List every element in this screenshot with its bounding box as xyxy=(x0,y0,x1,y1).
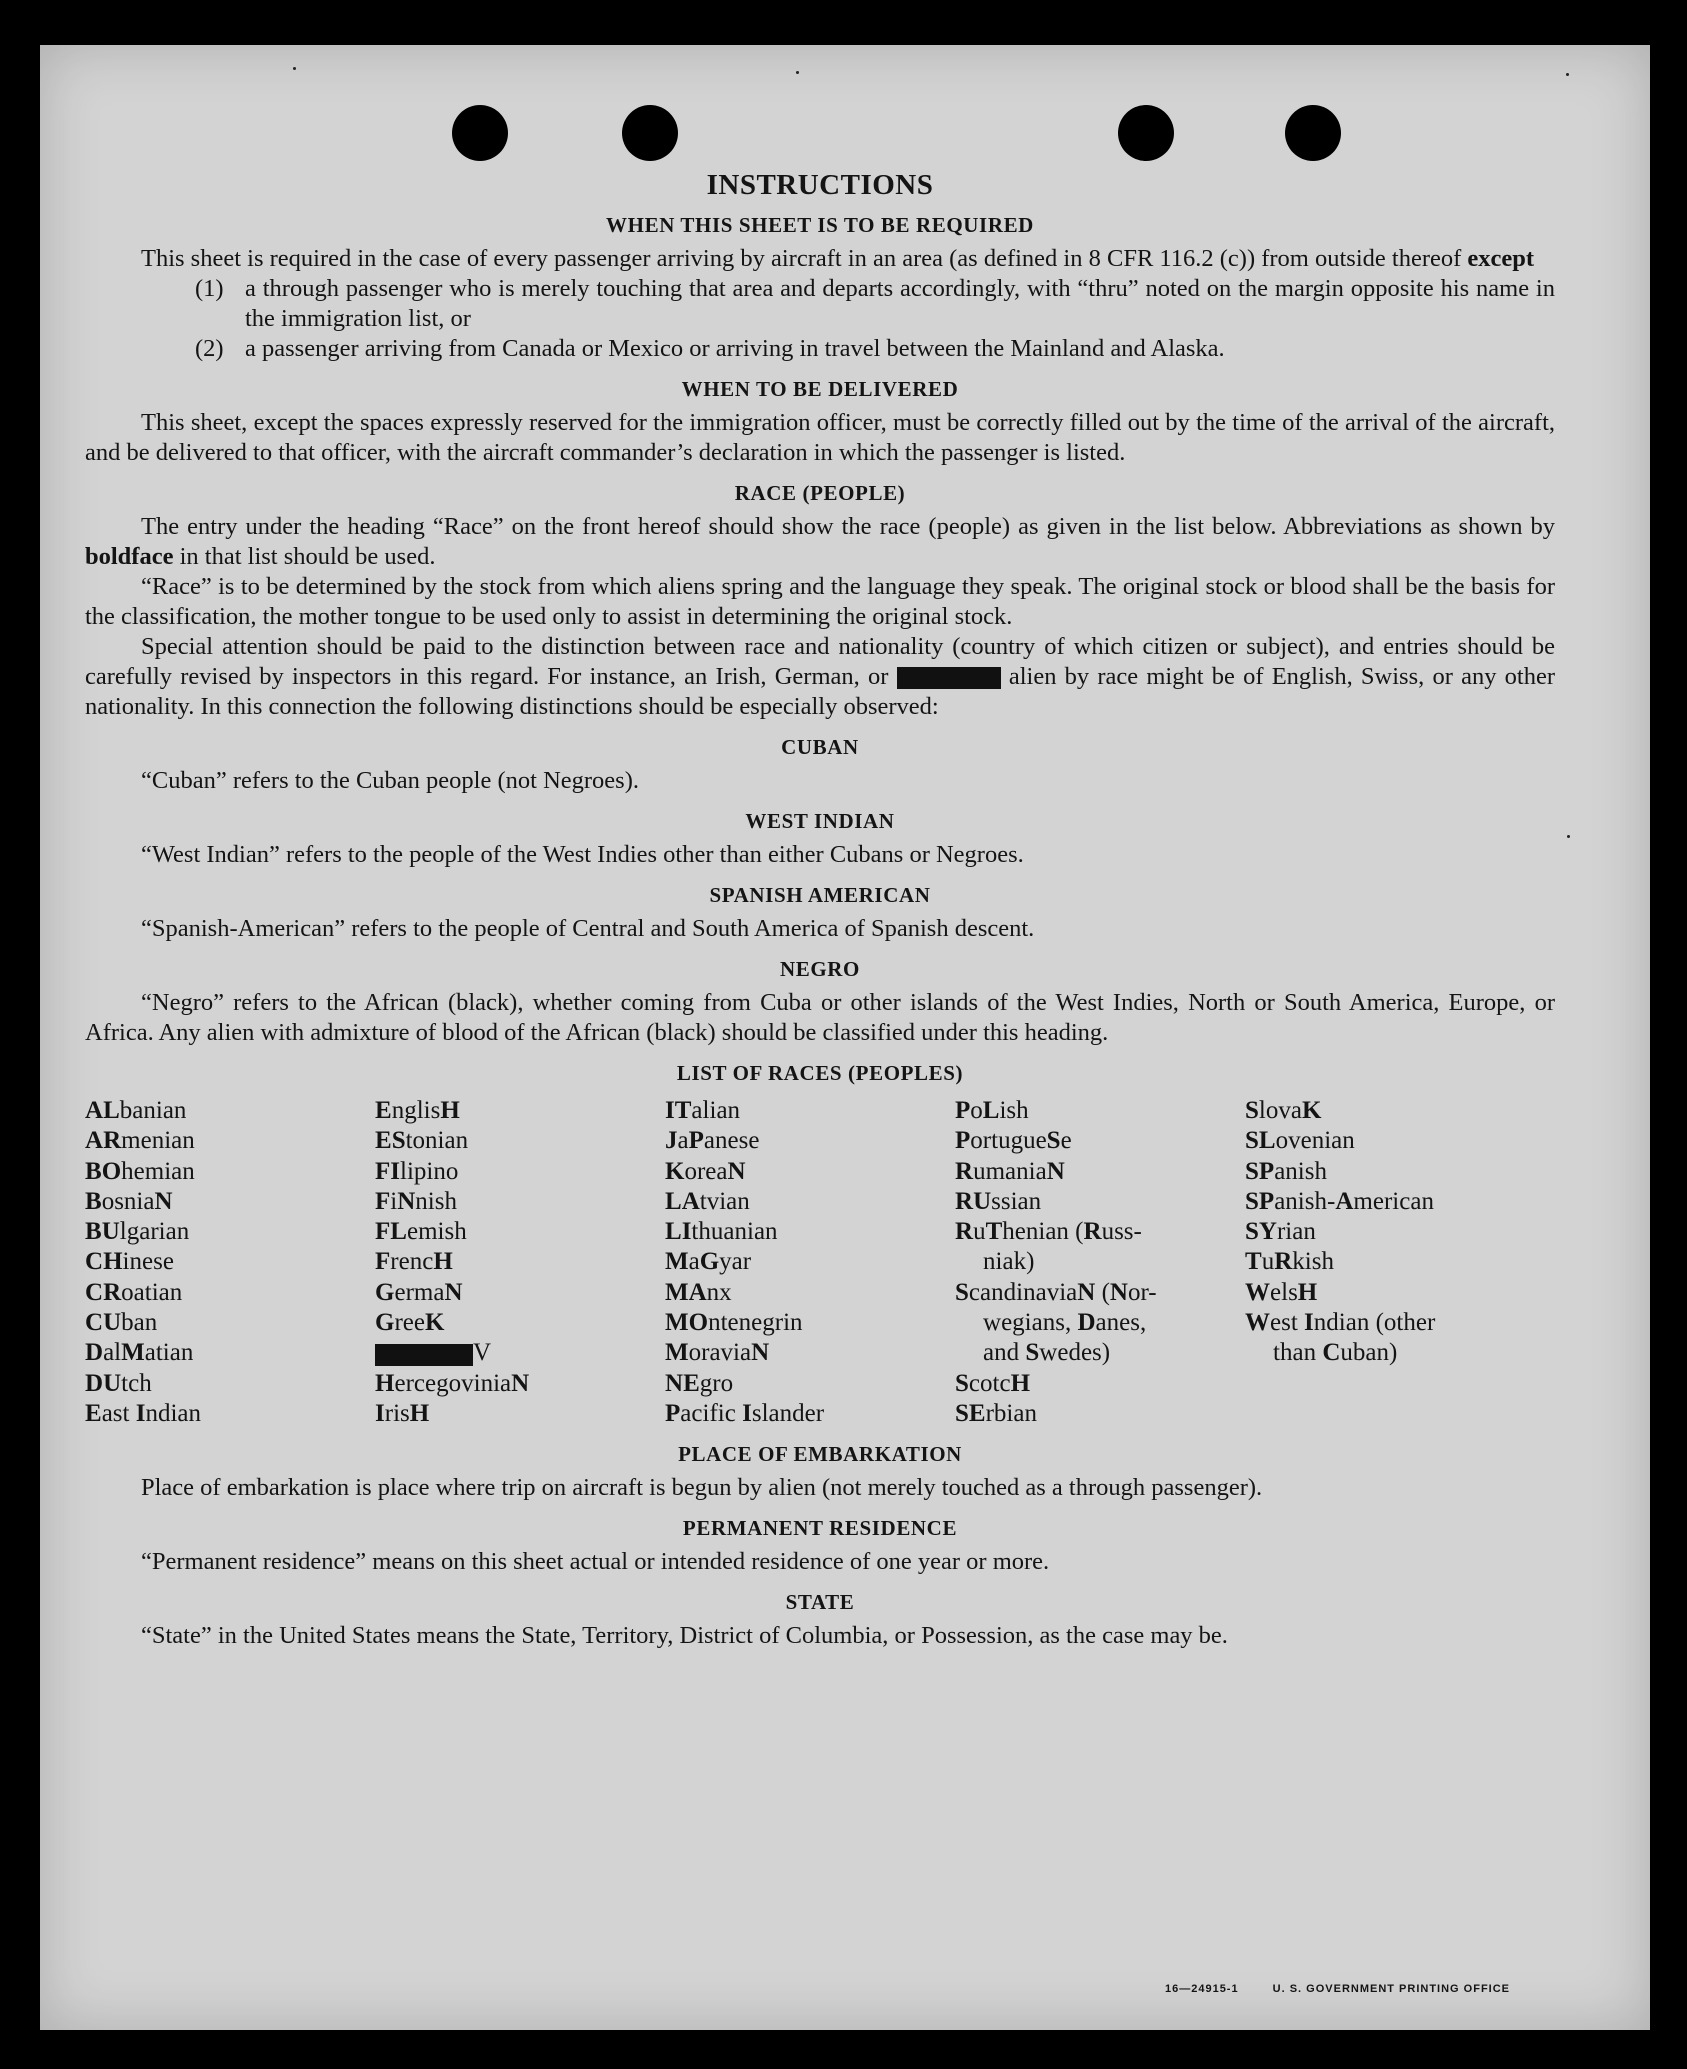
residence-text: “Permanent residence” means on this sheet actual or intended residence of one year or more. xyxy=(141,1548,1050,1576)
races-column-4 xyxy=(955,1096,1245,1429)
race-item: SErbian xyxy=(955,1399,1037,1427)
race-item: SPanish-American xyxy=(1245,1187,1434,1215)
west-indian-text: “West Indian” refers to the people of the West Indies other than either Cubans or Negroes. xyxy=(141,841,1024,868)
races-column-1 xyxy=(85,1096,375,1429)
form-footer xyxy=(1135,1983,1510,1995)
printer-imprint: U. S. GOVERNMENT PRINTING OFFICE xyxy=(1272,1983,1510,1995)
required-item: (1) a through passenger who is merely touching that area and departs accordingly, with “thru” noted on the margin opposite his name in the immigration list, or xyxy=(195,275,1555,332)
race-item: WelsH xyxy=(1245,1278,1318,1306)
section-heading-spanish-american: SPANISH AMERICAN xyxy=(709,883,931,907)
race-item: than Cuban) xyxy=(1273,1339,1398,1367)
race-paragraph-1: The entry under the heading “Race” on the front hereof should show the race (people) as given in the list below. Abbreviations as shown by boldface in that list should be used. xyxy=(85,513,1555,570)
race-item: LIthuanian xyxy=(665,1218,778,1246)
race-item: East Indian xyxy=(85,1399,202,1427)
punch-hole xyxy=(1285,105,1341,161)
paper-speck xyxy=(1567,835,1570,838)
race-item: KoreaN xyxy=(665,1157,746,1185)
race-item: PoLish xyxy=(955,1097,1029,1124)
race-item: FIlipino xyxy=(375,1157,459,1185)
race-item: BOhemian xyxy=(85,1157,195,1185)
section-heading-west-indian: WEST INDIAN xyxy=(745,809,895,833)
race-item: ALbanian xyxy=(85,1097,187,1124)
redaction-mark xyxy=(375,1344,473,1366)
race-item: RuThenian (Russ- xyxy=(955,1218,1142,1246)
paper-speck xyxy=(293,67,296,70)
race-item: ARmenian xyxy=(85,1127,195,1155)
race-item: DUtch xyxy=(85,1369,152,1397)
race-item: CHinese xyxy=(85,1248,174,1276)
punch-hole xyxy=(622,105,678,161)
race-item: GreeK xyxy=(375,1309,445,1337)
section-heading-required: WHEN THIS SHEET IS TO BE REQUIRED xyxy=(606,213,1034,237)
spanish-american-text: “Spanish-American” refers to the people of Central and South America of Spanish descent. xyxy=(141,915,1035,942)
race-item: FrencH xyxy=(375,1248,453,1276)
race-item: RUssian xyxy=(955,1187,1042,1215)
punch-hole xyxy=(452,105,508,161)
race-item: NEgro xyxy=(665,1369,734,1397)
section-heading-cuban: CUBAN xyxy=(781,735,859,759)
race-paragraph-3: Special attention should be paid to the distinction between race and nationality (country of which citizen or subject), and entries should be carefully revised by inspectors in this regard. For instance, an Irish, German, or alien by race might be of English, Swiss, or any other nationality. In this connection the following distinctions should be especially observed: xyxy=(85,633,1555,720)
race-item: PortugueSe xyxy=(955,1127,1072,1155)
required-item: (2) a passenger arriving from Canada or Mexico or arriving in travel between the Mainland and Alaska. xyxy=(195,335,1225,362)
race-item: MOntenegrin xyxy=(665,1309,803,1337)
race-item: MoraviaN xyxy=(665,1339,770,1367)
race-paragraph-2: “Race” is to be determined by the stock from which aliens spring and the language they speak. The original stock or blood shall be the basis for the classification, the mother tongue to be used only to assist in determining the original stock. xyxy=(85,573,1555,630)
race-item: TuRkish xyxy=(1245,1248,1334,1276)
races-column-3 xyxy=(665,1096,955,1429)
instructions-body xyxy=(85,170,1555,1651)
race-item: JaPanese xyxy=(665,1127,760,1155)
race-item: FiNnish xyxy=(375,1187,457,1215)
form-number: 16—24915-1 xyxy=(1164,1983,1239,1995)
cuban-text: “Cuban” refers to the Cuban people (not Negroes). xyxy=(141,767,639,794)
race-item: FLemish xyxy=(375,1218,467,1246)
section-heading-embarkation: PLACE OF EMBARKATION xyxy=(678,1442,962,1467)
race-item: EStonian xyxy=(375,1127,469,1155)
race-item: Pacific Islander xyxy=(665,1399,825,1427)
race-item: West Indian (other xyxy=(1245,1309,1436,1337)
document-sheet xyxy=(40,45,1650,2030)
races-column-2 xyxy=(375,1096,665,1429)
section-heading-delivered: WHEN TO BE DELIVERED xyxy=(681,377,959,401)
required-intro: This sheet is required in the case of every passenger arriving by aircraft in an area (as defined in 8 CFR 116.2 (c)) from outside thereof except xyxy=(141,245,1535,272)
section-heading-state: STATE xyxy=(785,1590,855,1615)
races-list-heading: LIST OF RACES (PEOPLES) xyxy=(676,1061,964,1085)
race-item: DalMatian xyxy=(85,1339,194,1367)
race-item: CUban xyxy=(85,1309,158,1337)
race-item: CRoatian xyxy=(85,1278,183,1306)
race-item: SYrian xyxy=(1245,1218,1316,1246)
punch-hole xyxy=(1118,105,1174,161)
race-item: ScandinaviaN (Nor- xyxy=(955,1278,1157,1306)
section-heading-negro: NEGRO xyxy=(779,957,860,981)
race-item: MaGyar xyxy=(665,1248,752,1276)
race-item: BUlgarian xyxy=(85,1218,190,1246)
negro-text: “Negro” refers to the African (black), whether coming from Cuba or other islands of the West Indies, North or South America, Europe, or Africa. Any alien with admixture of blood of the African (black) should be classified under this heading. xyxy=(85,989,1555,1046)
race-item: GermaN xyxy=(375,1278,463,1306)
race-item: niak) xyxy=(983,1248,1035,1276)
state-text: “State” in the United States means the State, Territory, District of Columbia, or Possession, as the case may be. xyxy=(141,1622,1228,1650)
race-item: RumaniaN xyxy=(955,1157,1065,1185)
paper-speck xyxy=(1566,73,1569,76)
races-column-5 xyxy=(1245,1096,1535,1429)
race-item: EnglisH xyxy=(375,1097,460,1124)
races-list xyxy=(85,1096,1555,1429)
race-item: MAnx xyxy=(665,1278,732,1306)
section-heading-race: RACE (PEOPLE) xyxy=(734,481,906,505)
race-item: LAtvian xyxy=(665,1187,750,1215)
race-item: SPanish xyxy=(1245,1157,1327,1185)
section-heading-residence: PERMANENT RESIDENCE xyxy=(682,1516,958,1541)
race-item: SlovaK xyxy=(1245,1097,1322,1124)
race-item: BosniaN xyxy=(85,1187,173,1215)
race-item: ScotcH xyxy=(955,1369,1031,1397)
paper-speck xyxy=(796,71,799,74)
race-item: and Swedes) xyxy=(983,1339,1111,1367)
race-item: IrisH xyxy=(375,1399,430,1427)
race-item-redacted: V xyxy=(375,1338,665,1368)
delivered-text: This sheet, except the spaces expressly reserved for the immigration officer, must be correctly filled out by the time of the arrival of the aircraft, and be delivered to that officer, with the aircraft commander’s declaration in which the passenger is listed. xyxy=(85,409,1555,466)
race-item: HercegoviniaN xyxy=(375,1369,530,1397)
race-item: wegians, Danes, xyxy=(983,1309,1147,1337)
page-title: INSTRUCTIONS xyxy=(706,169,934,201)
race-item: SLovenian xyxy=(1245,1127,1355,1155)
embarkation-text: Place of embarkation is place where trip on aircraft is begun by alien (not merely touched as a through passenger). xyxy=(141,1474,1263,1502)
redaction-mark xyxy=(897,667,1001,689)
race-item: ITalian xyxy=(665,1097,741,1124)
